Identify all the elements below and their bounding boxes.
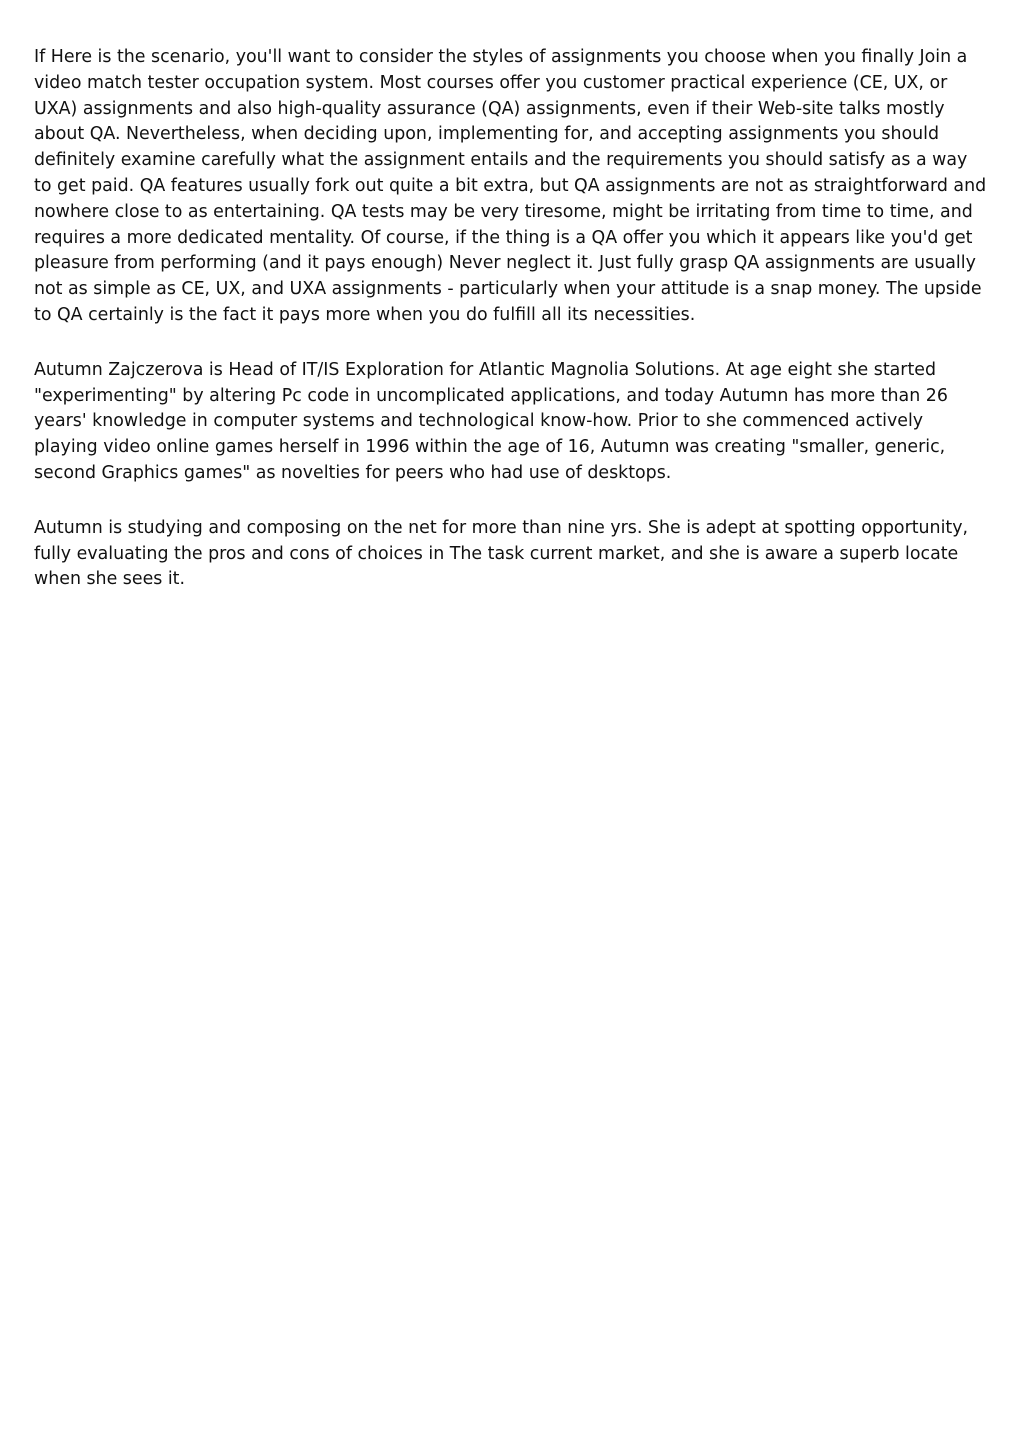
paragraph-qa-assignments: If Here is the scenario, you'll want to consider the styles of assignments you choose when you finally Join a video match tester occupation system. Most courses offer you customer practical experience (CE, UX, or UXA) assignments and also high-quality assurance (QA) assignments, even if their Web-site talks mostly about QA. Nevertheless, when deciding upon, implementing for, and accepting assignments you should definitely examine carefully what the assignment entails and the requirements you should satisfy as a way to get paid. QA features usually fork out quite a bit extra, but QA assignments are not as straightforward and nowhere close to as entertaining. QA tests may be very tiresome, might be irritating from time to time, and requires a more dedicated mentality. Of course, if the thing is a QA offer you which it appears like you'd get pleasure from performing (and it pays enough) Never neglect it. Just fully grasp QA assignments are usually not as simple as CE, UX, and UXA assignments - particularly when your attitude is a snap money. The upside to QA certainly is the fact it pays more when you do fulfill all its necessities. xyxy=(34,47,987,325)
document-body xyxy=(34,45,990,622)
paragraph-author-bio: Autumn Zajczerova is Head of IT/IS Exploration for Atlantic Magnolia Solutions. At age eight she started "experimenting" by altering Pc code in uncomplicated applications, and today Autumn has more than 26 years' knowledge in computer systems and technological know-how. Prior to she commenced actively playing video online games herself in 1996 within the age of 16, Autumn was creating "smaller, generic, second Graphics games" as novelties for peers who had use of desktops. xyxy=(34,359,948,483)
paragraph-author-experience: Autumn is studying and composing on the net for more than nine yrs. She is adept at spotting opportunity, fully evaluating the pros and cons of choices in The task current market, and she is aware a superb locate when she sees it. xyxy=(34,517,969,590)
